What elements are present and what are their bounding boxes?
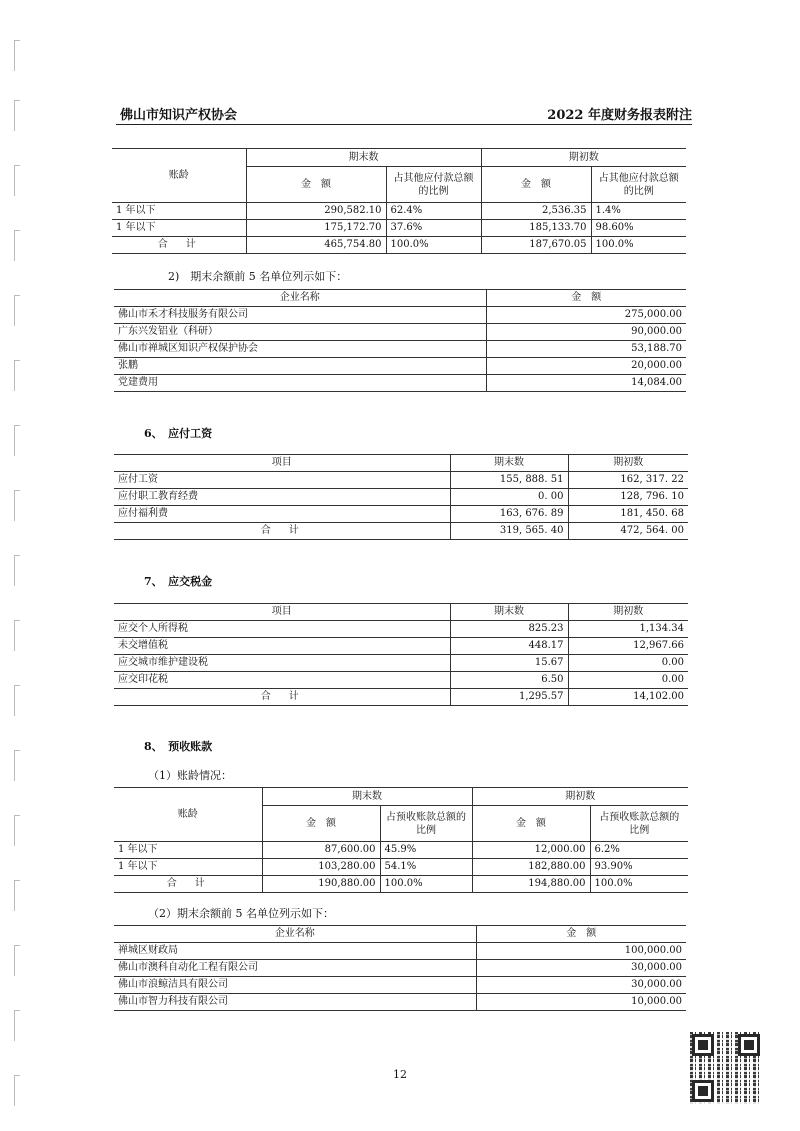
- begin-pct: 1.4%: [591, 203, 686, 220]
- col-name: 企业名称: [114, 290, 486, 307]
- col-begin: 期初数: [568, 604, 688, 621]
- period-begin-header: 期初数: [472, 788, 688, 806]
- end-value: 155, 888. 51: [450, 472, 568, 489]
- begin-pct: 98.60%: [591, 220, 686, 237]
- binder-mark: [14, 295, 20, 326]
- row-label: 1 年以下: [114, 859, 262, 876]
- binder-mark: [14, 555, 20, 586]
- amount: 20,000.00: [486, 358, 686, 375]
- amount-header: 金 额: [262, 806, 380, 842]
- item: 应付福利费: [114, 506, 450, 523]
- begin-amount: 12,000.00: [472, 842, 590, 859]
- company-name: 广东兴发铝业（科研）: [114, 324, 486, 341]
- top5-label-1: 2) 期末余额前 5 名单位列示如下：: [168, 270, 348, 283]
- table-row-total: [112, 237, 686, 254]
- end-amount: 103,280.00: [262, 859, 380, 876]
- amount: 30,000.00: [476, 977, 686, 994]
- item: 应交印花税: [114, 672, 450, 689]
- begin-value: 128, 796. 10: [568, 489, 688, 506]
- table-row: [114, 960, 686, 977]
- section-6-title: 6、 应付工资: [144, 427, 213, 440]
- col-end: 期末数: [450, 455, 568, 472]
- table-row: [112, 203, 686, 220]
- pct-header: 占其他应付款总额的比例: [591, 167, 686, 203]
- end-pct: 62.4%: [386, 203, 481, 220]
- row-label: 合 计: [112, 237, 246, 254]
- end-amount: 290,582.10: [246, 203, 386, 220]
- company-name: 佛山市禅城区知识产权保护协会: [114, 341, 486, 358]
- begin-pct: 100.0%: [591, 237, 686, 254]
- top5-label-2: （2）期末余额前 5 名单位列示如下：: [148, 907, 334, 920]
- amount: 53,188.70: [486, 341, 686, 358]
- end-value: 825.23: [450, 621, 568, 638]
- company-name: 党建费用: [114, 375, 486, 392]
- binder-mark: [14, 880, 20, 911]
- period-end-header: 期末数: [262, 788, 472, 806]
- end-value: 319, 565. 40: [450, 523, 568, 540]
- end-amount: 190,880.00: [262, 876, 380, 893]
- header-org: 佛山市知识产权协会: [120, 108, 238, 123]
- qr-code-icon: [690, 1032, 762, 1104]
- begin-amount: 182,880.00: [472, 859, 590, 876]
- row-label: 1 年以下: [112, 203, 246, 220]
- end-pct: 45.9%: [380, 842, 472, 859]
- table-row: [114, 842, 688, 859]
- table-row: [114, 358, 686, 375]
- begin-value: 14,102.00: [568, 689, 688, 706]
- binder-mark: [14, 100, 20, 131]
- section-7-title: 7、 应交税金: [144, 575, 213, 588]
- table-row: [114, 621, 688, 638]
- table-row-total: [114, 876, 688, 893]
- begin-amount: 2,536.35: [481, 203, 591, 220]
- end-amount: 87,600.00: [262, 842, 380, 859]
- col-end: 期末数: [450, 604, 568, 621]
- pct-header: 占预收账款总额的比例: [590, 806, 688, 842]
- table-row: [114, 341, 686, 358]
- col-begin: 期初数: [568, 455, 688, 472]
- binder-mark: [14, 230, 20, 261]
- end-amount: 175,172.70: [246, 220, 386, 237]
- top5-table-other-payables: [114, 289, 686, 392]
- binder-mark: [14, 945, 20, 976]
- binder-mark: [14, 1010, 20, 1041]
- begin-amount: 187,670.05: [481, 237, 591, 254]
- table-row: [112, 220, 686, 237]
- table-row: [114, 994, 686, 1011]
- begin-value: 0.00: [568, 655, 688, 672]
- pct-header: 占预收账款总额的比例: [380, 806, 472, 842]
- end-pct: 54.1%: [380, 859, 472, 876]
- period-end-header: 期末数: [246, 149, 481, 167]
- binder-mark: [14, 620, 20, 651]
- binder-mark: [14, 425, 20, 456]
- end-pct: 100.0%: [380, 876, 472, 893]
- begin-pct: 6.2%: [590, 842, 688, 859]
- amount-header: 金 额: [246, 167, 386, 203]
- row-label: 1 年以下: [112, 220, 246, 237]
- company-name: 佛山市智力科技有限公司: [114, 994, 476, 1011]
- end-amount: 465,754.80: [246, 237, 386, 254]
- amount: 30,000.00: [476, 960, 686, 977]
- item: 合 计: [114, 523, 450, 540]
- header-rule: [116, 124, 692, 125]
- company-name: 佛山市禾才科技服务有限公司: [114, 307, 486, 324]
- amount-header: 金 额: [481, 167, 591, 203]
- begin-value: 1,134.34: [568, 621, 688, 638]
- item: 应交个人所得税: [114, 621, 450, 638]
- table-row: [114, 324, 686, 341]
- item: 合 计: [114, 689, 450, 706]
- row-label: 合 计: [114, 876, 262, 893]
- end-value: 6.50: [450, 672, 568, 689]
- begin-pct: 93.90%: [590, 859, 688, 876]
- item: 应付工资: [114, 472, 450, 489]
- table-row-total: [114, 523, 688, 540]
- period-begin-header: 期初数: [481, 149, 686, 167]
- col-amount: 金 额: [486, 290, 686, 307]
- binder-mark: [14, 40, 20, 71]
- table-row: [114, 655, 688, 672]
- begin-amount: 185,133.70: [481, 220, 591, 237]
- page-number: 12: [393, 1068, 407, 1081]
- aging-label-2: （1）账龄情况：: [148, 769, 232, 782]
- begin-value: 181, 450. 68: [568, 506, 688, 523]
- table-row-total: [114, 689, 688, 706]
- col-account: 账龄: [112, 149, 246, 203]
- end-pct: 37.6%: [386, 220, 481, 237]
- header-doc-title: 2022 年度财务报表附注: [547, 108, 692, 123]
- item: 未交增值税: [114, 638, 450, 655]
- table-row: [114, 472, 688, 489]
- table-row: [114, 506, 688, 523]
- end-pct: 100.0%: [386, 237, 481, 254]
- end-value: 163, 676. 89: [450, 506, 568, 523]
- aging-table-advance-receipts: [114, 787, 688, 893]
- end-value: 15.67: [450, 655, 568, 672]
- begin-value: 162, 317. 22: [568, 472, 688, 489]
- binder-mark: [14, 490, 20, 521]
- amount-header: 金 额: [472, 806, 590, 842]
- begin-pct: 100.0%: [590, 876, 688, 893]
- col-account: 账龄: [114, 788, 262, 842]
- amount: 14,084.00: [486, 375, 686, 392]
- amount: 10,000.00: [476, 994, 686, 1011]
- amount: 275,000.00: [486, 307, 686, 324]
- end-value: 1,295.57: [450, 689, 568, 706]
- item: 应交城市维护建设税: [114, 655, 450, 672]
- company-name: 张鹏: [114, 358, 486, 375]
- item: 应付职工教育经费: [114, 489, 450, 506]
- binder-mark: [14, 165, 20, 196]
- table-row: [114, 943, 686, 960]
- top5-table-advance-receipts: [114, 925, 686, 1011]
- begin-value: 0.00: [568, 672, 688, 689]
- binder-mark: [14, 815, 20, 846]
- binder-mark: [14, 685, 20, 716]
- company-name: 禅城区财政局: [114, 943, 476, 960]
- pct-header: 占其他应付款总额的比例: [386, 167, 481, 203]
- begin-amount: 194,880.00: [472, 876, 590, 893]
- table-row: [114, 375, 686, 392]
- table-row: [114, 672, 688, 689]
- section-8-title: 8、 预收账款: [144, 740, 213, 753]
- col-item: 项目: [114, 604, 450, 621]
- table-row: [114, 859, 688, 876]
- company-name: 佛山市浪鲸洁具有限公司: [114, 977, 476, 994]
- binder-mark: [14, 750, 20, 781]
- aging-table-other-payables: [112, 148, 686, 254]
- binder-mark: [14, 360, 20, 391]
- row-label: 1 年以下: [114, 842, 262, 859]
- taxes-payable-table: [114, 603, 688, 706]
- end-value: 0. 00: [450, 489, 568, 506]
- end-value: 448.17: [450, 638, 568, 655]
- col-name: 企业名称: [114, 926, 476, 943]
- begin-value: 472, 564. 00: [568, 523, 688, 540]
- table-row: [114, 977, 686, 994]
- wages-payable-table: [114, 454, 688, 540]
- col-amount: 金 额: [476, 926, 686, 943]
- amount: 90,000.00: [486, 324, 686, 341]
- begin-value: 12,967.66: [568, 638, 688, 655]
- company-name: 佛山市澳科自动化工程有限公司: [114, 960, 476, 977]
- col-item: 项目: [114, 455, 450, 472]
- table-row: [114, 307, 686, 324]
- table-row: [114, 638, 688, 655]
- amount: 100,000.00: [476, 943, 686, 960]
- table-row: [114, 489, 688, 506]
